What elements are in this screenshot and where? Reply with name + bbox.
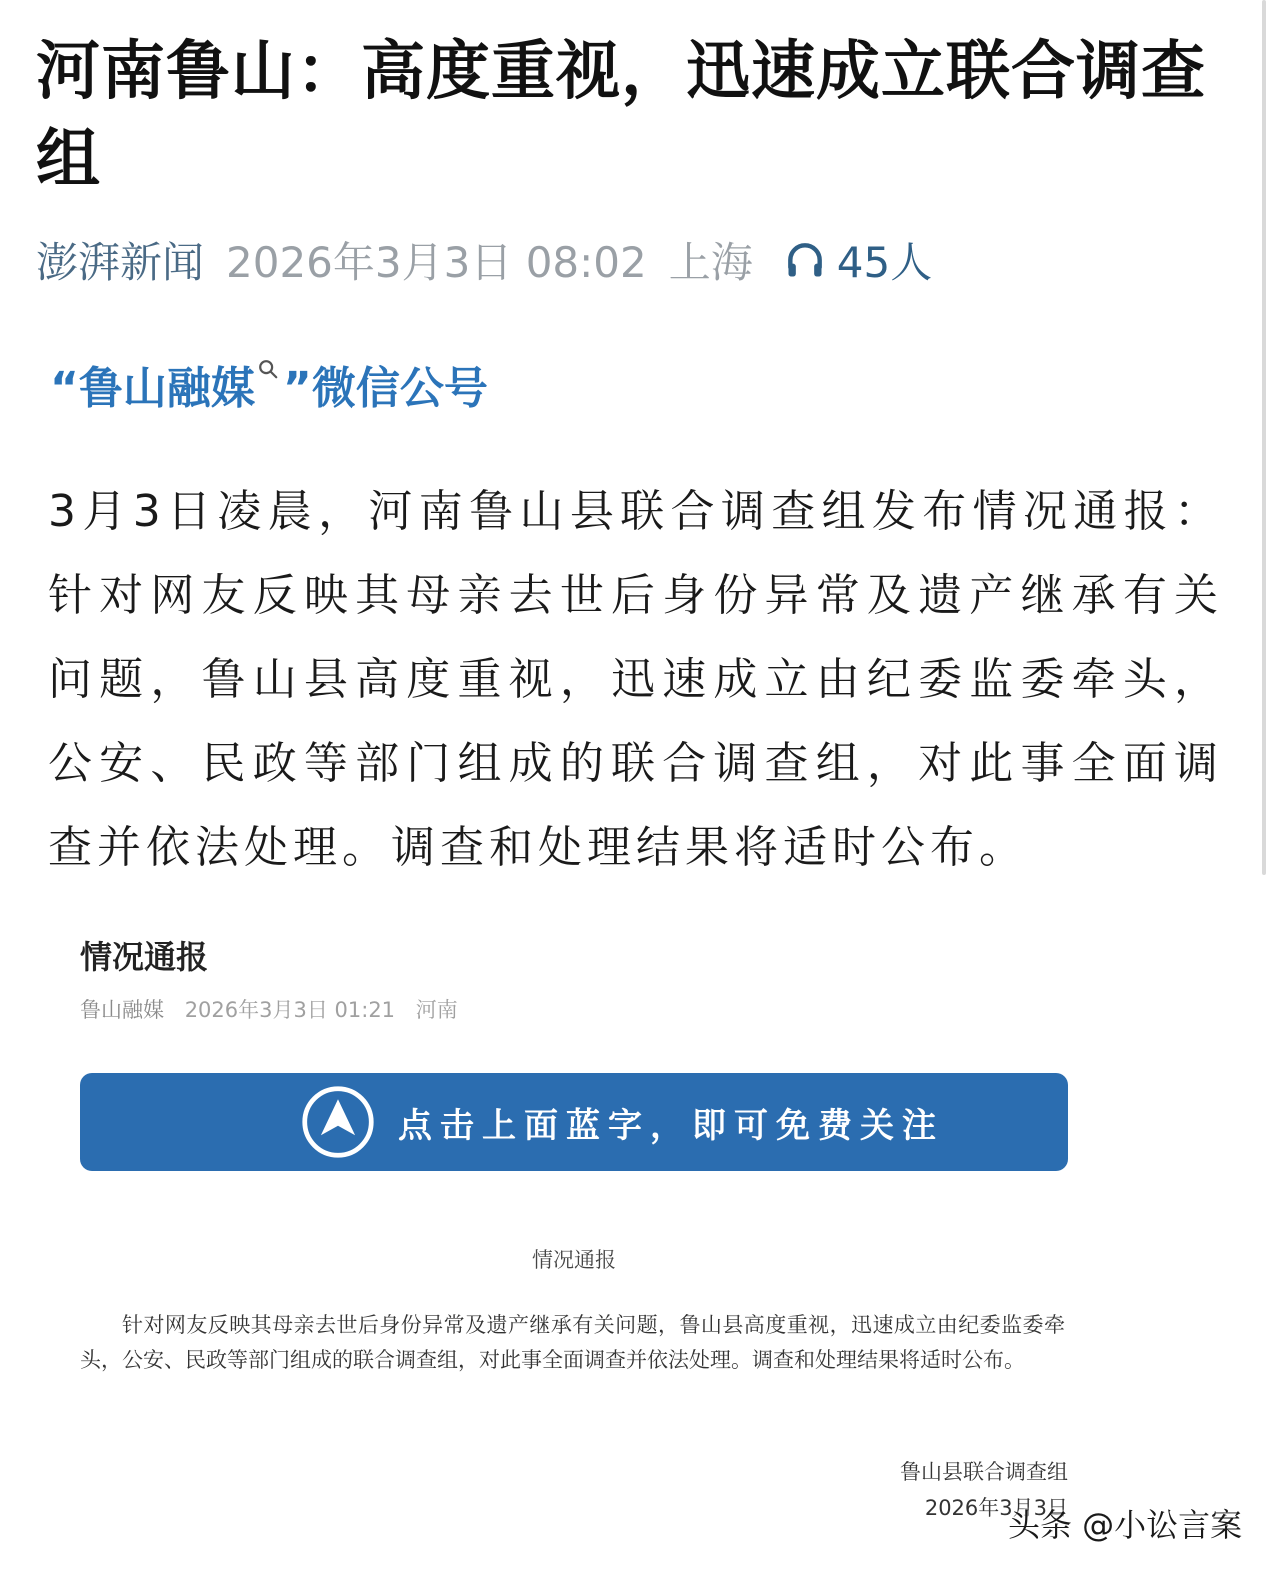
- notice-source[interactable]: 鲁山融媒: [80, 998, 164, 1022]
- notice-location: 河南: [415, 998, 458, 1022]
- notice-meta: [80, 994, 472, 1024]
- wechat-account-line: [50, 352, 488, 416]
- scrollbar[interactable]: [1262, 0, 1266, 875]
- notice-caption: 情况通报: [532, 1248, 616, 1272]
- listener-count: 45人: [836, 238, 933, 287]
- article-title: 河南鲁山：高度重视，迅速成立联合调查组: [36, 35, 1206, 197]
- embedded-notice-screenshot: [0, 910, 1280, 1582]
- notice-datetime: 2026年3月3日 01:21: [184, 998, 396, 1022]
- article-location: 上海: [668, 238, 753, 287]
- signature-date: 2026年3月3日: [924, 1496, 1068, 1520]
- article-meta: [36, 228, 932, 292]
- follow-banner-button[interactable]: [80, 1073, 1068, 1171]
- watermark-text: 头条 @小讼言案: [1008, 1506, 1243, 1544]
- wechat-account-suffix: ”微信公号: [282, 363, 488, 414]
- listen-button[interactable]: [783, 230, 932, 290]
- headphones-icon: [783, 238, 827, 282]
- article-body: 3月3日凌晨，河南鲁山县联合调查组发布情况通报：针对网友反映其母亲去世后身份异常及遗产继承有关问题，鲁山县高度重视，迅速成立由纪委监委牵头，公安、民政等部门组成的联合调查组，对此事全面调查并依法处理。调查和处理结果将适时公布。: [48, 486, 1223, 873]
- up-arrow-circle-icon: [300, 1084, 376, 1160]
- notice-title: 情况通报: [80, 938, 209, 976]
- notice-paragraph: 针对网友反映其母亲去世后身份异常及遗产继承有关问题，鲁山县高度重视，迅速成立由纪委监委牵头，公安、民政等部门组成的联合调查组，对此事全面调查并依法处理。调查和处理结果将适时公布。: [80, 1313, 1065, 1372]
- article-source[interactable]: 澎湃新闻: [36, 238, 205, 287]
- signature-org: 鲁山县联合调查组: [900, 1460, 1068, 1484]
- follow-banner-text: 点击上面蓝字，即可免费关注: [398, 1105, 944, 1146]
- wechat-account-name[interactable]: “鲁山融媒: [50, 363, 255, 414]
- article-datetime: 2026年3月3日 08:02: [226, 238, 647, 287]
- search-icon[interactable]: [257, 358, 279, 380]
